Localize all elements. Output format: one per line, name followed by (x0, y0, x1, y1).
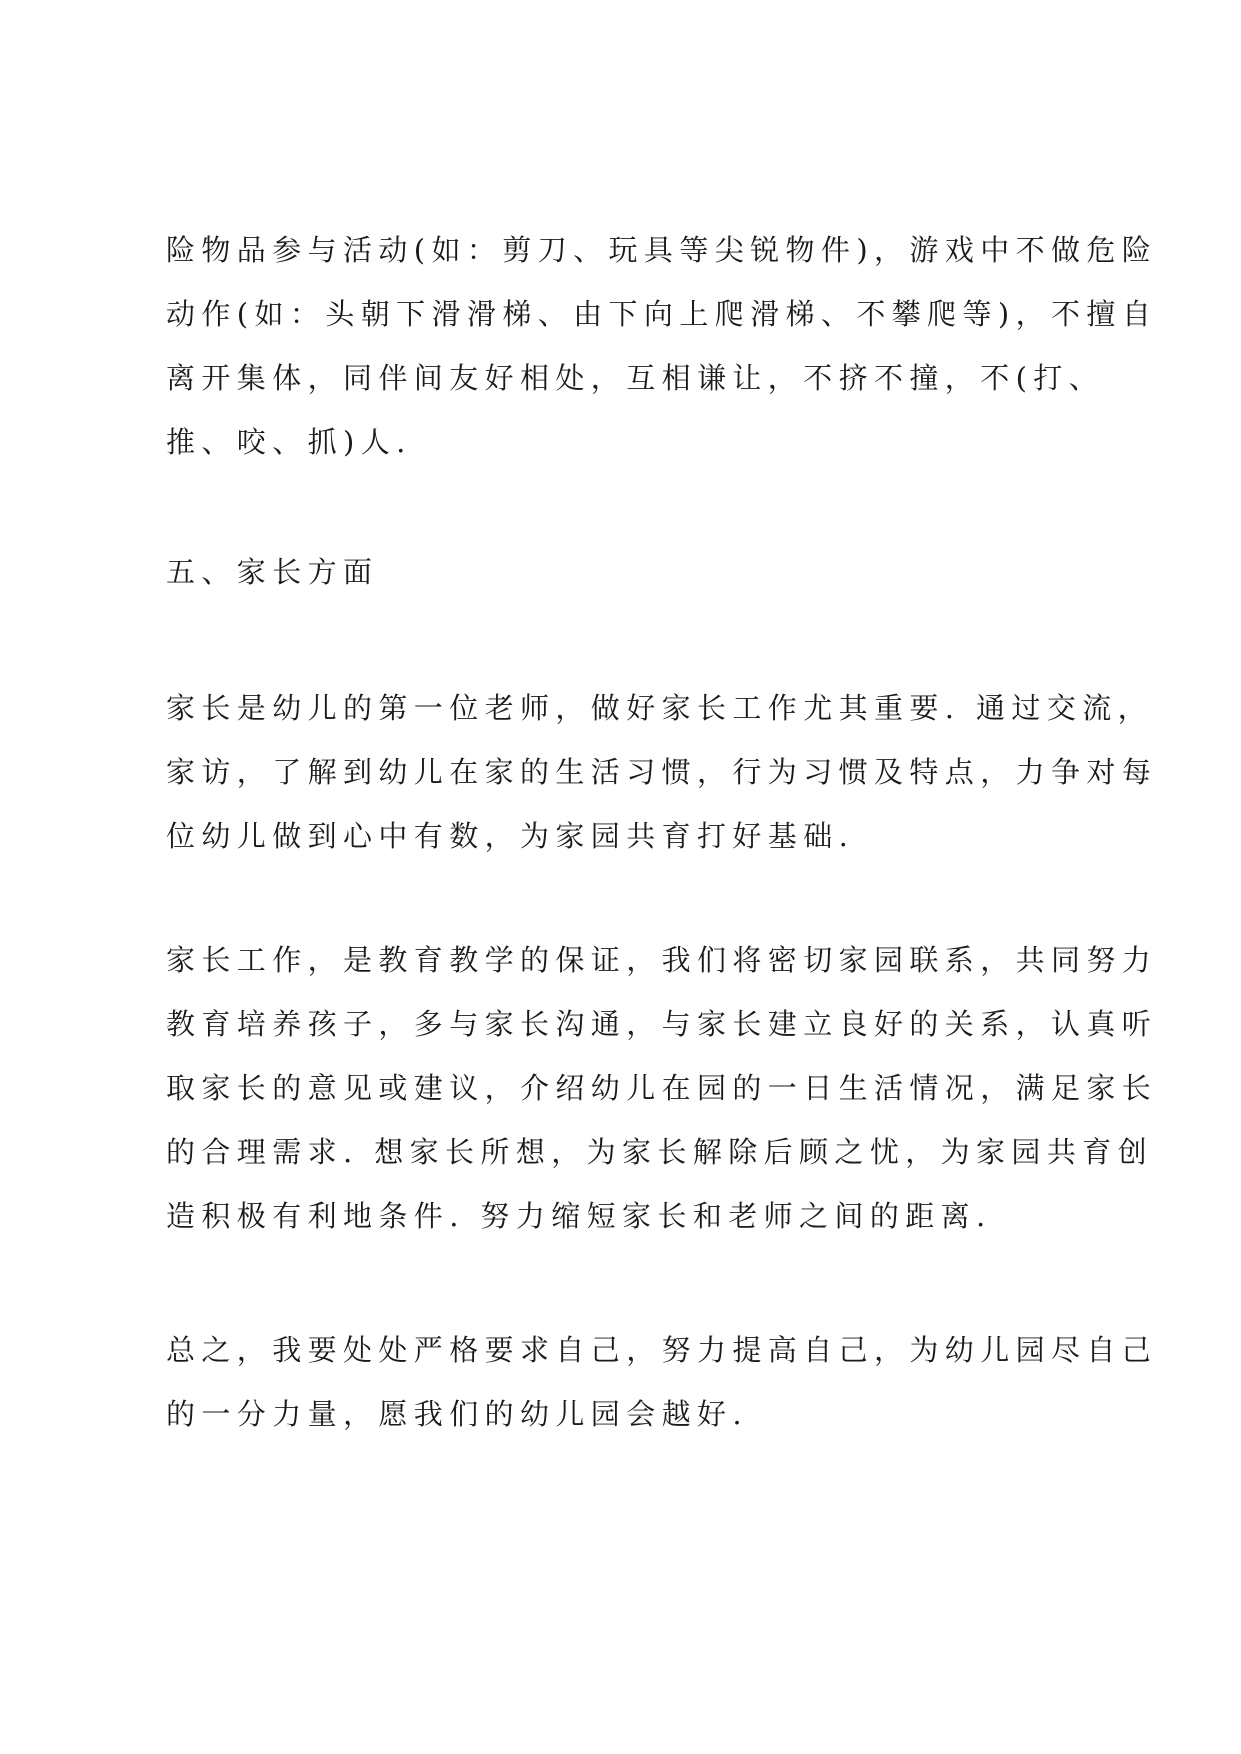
text-line: 险物品参与活动(如：剪刀、玩具等尖锐物件)，游戏中不做危险 (166, 233, 1158, 267)
text-line: 造积极有利地条件. 努力缩短家长和老师之间的距离. (166, 1199, 992, 1233)
text-line: 家长工作，是教育教学的保证，我们将密切家园联系，共同努力 (166, 943, 1158, 977)
text-line: 的合理需求. 想家长所想，为家长解除后顾之忧，为家园共育创 (166, 1135, 1154, 1169)
text-line: 家访，了解到幼儿在家的生活习惯，行为习惯及特点，力争对每 (166, 755, 1158, 789)
text-line: 的一分力量，愿我们的幼儿园会越好. (166, 1397, 749, 1431)
paragraph-parents-first-teacher (166, 676, 1158, 868)
text-line: 取家长的意见或建议，介绍幼儿在园的一日生活情况，满足家长 (166, 1071, 1158, 1105)
section-heading (166, 540, 1096, 604)
paragraph-parent-work (166, 928, 1158, 1248)
section-heading-text: 五、家长方面 (166, 555, 379, 589)
text-line: 离开集体，同伴间友好相处，互相谦让，不挤不撞，不(打、 (166, 361, 1105, 395)
paragraph-conclusion (166, 1318, 1158, 1446)
text-line: 家长是幼儿的第一位老师，做好家长工作尤其重要. 通过交流， (166, 691, 1154, 725)
text-line: 教育培养孩子，多与家长沟通，与家长建立良好的关系，认真听 (166, 1007, 1158, 1041)
text-line: 总之，我要处处严格要求自己，努力提高自己，为幼儿园尽自己 (166, 1333, 1158, 1367)
text-line: 推、咬、抓)人. (166, 425, 412, 459)
paragraph-safety (166, 218, 1158, 474)
text-line: 动作(如：头朝下滑滑梯、由下向上爬滑梯、不攀爬等)，不擅自 (166, 297, 1158, 331)
text-line: 位幼儿做到心中有数，为家园共育打好基础. (166, 819, 855, 853)
